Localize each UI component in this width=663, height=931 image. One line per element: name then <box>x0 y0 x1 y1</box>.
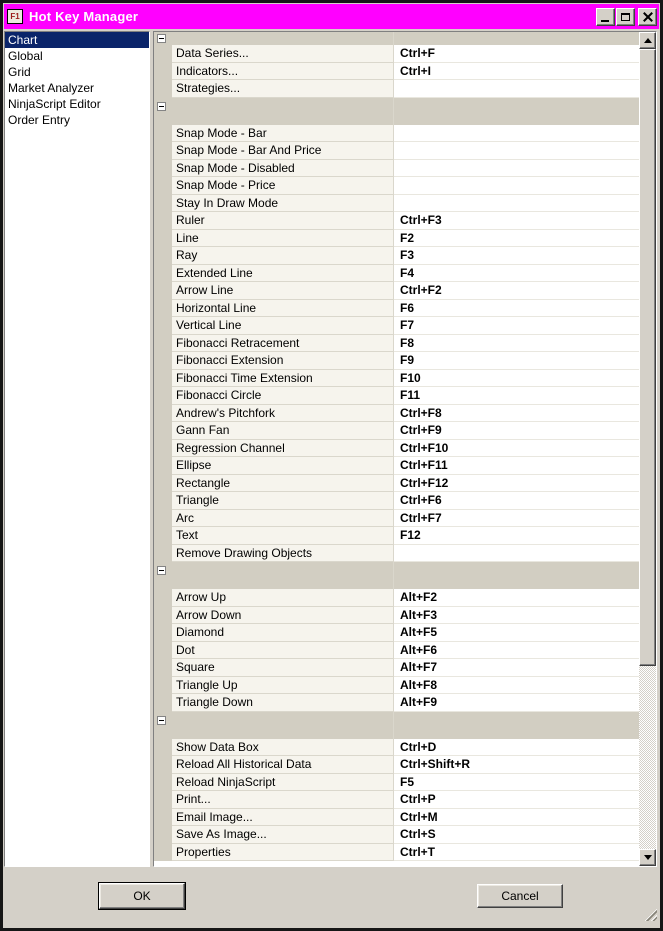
hotkey-value-cell[interactable] <box>394 739 639 757</box>
hotkey-value-cell[interactable] <box>394 607 639 625</box>
hotkey-value-cell[interactable] <box>394 510 639 528</box>
row-margin <box>154 160 172 178</box>
hotkey-row <box>154 387 639 405</box>
hotkey-value: F10 <box>400 370 421 385</box>
hotkey-label: Strategies... <box>176 81 241 96</box>
hotkey-value-cell[interactable] <box>394 352 639 370</box>
maximize-icon <box>621 13 630 21</box>
hotkey-value-cell[interactable] <box>394 844 639 862</box>
hotkey-value-cell[interactable] <box>394 475 639 493</box>
hotkey-value: Ctrl+F9 <box>400 423 442 438</box>
hotkey-value-cell[interactable] <box>394 826 639 844</box>
hotkey-row <box>154 247 639 265</box>
hotkey-row <box>154 45 639 63</box>
hotkey-label-cell[interactable] <box>172 844 394 862</box>
hotkey-label-cell[interactable] <box>172 791 394 809</box>
hotkey-row <box>154 844 639 862</box>
sidebar-item-label: Market Analyzer <box>8 81 95 95</box>
hotkey-value: Ctrl+F12 <box>400 475 449 490</box>
hotkey-label: Email Image... <box>176 809 253 824</box>
hotkey-label: Snap Mode - Price <box>176 178 276 193</box>
hotkey-value: F3 <box>400 248 415 263</box>
hotkey-label: Rectangle <box>176 475 231 490</box>
hotkey-value-cell[interactable] <box>394 335 639 353</box>
hotkey-value: Ctrl+F11 <box>400 458 448 473</box>
hotkey-label-cell[interactable] <box>172 300 394 318</box>
group-label-area <box>172 712 394 739</box>
row-margin <box>154 335 172 353</box>
row-margin <box>154 677 172 695</box>
hotkey-row <box>154 791 639 809</box>
row-margin <box>154 844 172 862</box>
collapse-minus-icon[interactable] <box>157 716 166 725</box>
hotkey-label-cell[interactable] <box>172 160 394 178</box>
row-margin <box>154 405 172 423</box>
row-margin <box>154 177 172 195</box>
hotkey-label: Andrew's Pitchfork <box>176 405 275 420</box>
app-f1-key-icon[interactable]: F1 <box>7 9 23 24</box>
hotkey-value: Ctrl+M <box>400 809 438 824</box>
sidebar-item-label: Order Entry <box>8 113 71 127</box>
hotkey-label-cell[interactable] <box>172 405 394 423</box>
hotkey-value-cell[interactable] <box>394 677 639 695</box>
hotkey-row <box>154 282 639 300</box>
hotkey-row <box>154 300 639 318</box>
hotkey-label-cell[interactable] <box>172 422 394 440</box>
hotkey-value-cell[interactable] <box>394 212 639 230</box>
sidebar-item-chart[interactable] <box>5 32 149 48</box>
hotkey-value-cell[interactable] <box>394 492 639 510</box>
category-listbox <box>4 31 150 867</box>
row-margin <box>154 63 172 81</box>
hotkey-grid <box>153 31 657 867</box>
hotkey-label-cell[interactable] <box>172 642 394 660</box>
group-value-area <box>394 712 639 739</box>
row-margin <box>154 642 172 660</box>
hotkey-row <box>154 63 639 81</box>
hotkey-label: Snap Mode - Bar And Price <box>176 143 322 158</box>
minimize-button[interactable] <box>596 8 615 26</box>
row-margin <box>154 694 172 712</box>
titlebar[interactable] <box>4 4 659 29</box>
group-margin <box>154 562 172 589</box>
hotkey-label-cell[interactable] <box>172 694 394 712</box>
hotkey-row <box>154 624 639 642</box>
hotkey-label-cell[interactable] <box>172 265 394 283</box>
row-margin <box>154 300 172 318</box>
hotkey-value-cell[interactable] <box>394 694 639 712</box>
hotkey-value: Ctrl+F3 <box>400 213 442 228</box>
hotkey-label-cell[interactable] <box>172 624 394 642</box>
row-margin <box>154 80 172 98</box>
row-margin <box>154 826 172 844</box>
hotkey-row <box>154 195 639 213</box>
hotkey-row <box>154 739 639 757</box>
hotkey-value: Ctrl+I <box>400 63 432 78</box>
hotkey-value-cell[interactable] <box>394 247 639 265</box>
hotkey-row <box>154 177 639 195</box>
hotkey-label-cell[interactable] <box>172 387 394 405</box>
hotkey-label-cell[interactable] <box>172 282 394 300</box>
row-margin <box>154 457 172 475</box>
row-margin <box>154 422 172 440</box>
hotkey-label-cell[interactable] <box>172 774 394 792</box>
hotkey-label: Line <box>176 230 199 245</box>
row-margin <box>154 282 172 300</box>
hotkey-value: Ctrl+F10 <box>400 440 449 455</box>
sidebar-item-label: Global <box>8 49 43 63</box>
row-margin <box>154 527 172 545</box>
hotkey-label-cell[interactable] <box>172 80 394 98</box>
hotkey-value: Alt+F7 <box>400 660 438 675</box>
hotkey-value: Alt+F5 <box>400 625 438 640</box>
window-controls <box>595 8 657 26</box>
row-margin <box>154 440 172 458</box>
arrow-up-icon <box>644 38 652 43</box>
hotkey-label-cell[interactable] <box>172 63 394 81</box>
scroll-down-button[interactable] <box>639 849 656 866</box>
group-label-area <box>172 32 394 45</box>
hotkey-label-cell[interactable] <box>172 247 394 265</box>
group-label-area <box>172 98 394 125</box>
hotkey-value-cell[interactable] <box>394 160 639 178</box>
hotkey-label: Show Data Box <box>176 739 259 754</box>
hotkey-label: Ray <box>176 248 198 263</box>
hotkey-label: Print... <box>176 792 211 807</box>
hotkey-value: Ctrl+D <box>400 739 437 754</box>
hotkey-value: Alt+F6 <box>400 642 438 657</box>
hotkey-label-cell[interactable] <box>172 352 394 370</box>
hotkey-label: Arrow Down <box>176 607 242 622</box>
hotkey-value-cell[interactable] <box>394 142 639 160</box>
hotkey-value: Ctrl+F2 <box>400 283 442 298</box>
hotkey-value-cell[interactable] <box>394 63 639 81</box>
hotkey-row <box>154 774 639 792</box>
hotkey-label-cell[interactable] <box>172 826 394 844</box>
row-margin <box>154 370 172 388</box>
hotkey-value-cell[interactable] <box>394 527 639 545</box>
hotkey-label: Arrow Up <box>176 590 227 605</box>
hotkey-value-cell[interactable] <box>394 370 639 388</box>
sidebar-item-market-analyzer[interactable] <box>5 80 149 96</box>
group-label-area <box>172 562 394 589</box>
hotkey-label: Diamond <box>176 625 225 640</box>
maximize-button[interactable] <box>616 8 635 26</box>
hotkey-value-cell[interactable] <box>394 809 639 827</box>
hotkey-value: F7 <box>400 318 415 333</box>
hotkey-label: Ruler <box>176 213 205 228</box>
row-margin <box>154 739 172 757</box>
hotkey-value-cell[interactable] <box>394 405 639 423</box>
row-margin <box>154 125 172 143</box>
row-margin <box>154 475 172 493</box>
hotkey-label: Reload NinjaScript <box>176 774 276 789</box>
hotkey-grid-rows <box>154 32 639 866</box>
hotkey-label-cell[interactable] <box>172 510 394 528</box>
hotkey-value: F6 <box>400 300 415 315</box>
row-margin <box>154 492 172 510</box>
sidebar-item-label: NinjaScript Editor <box>8 97 101 111</box>
hotkey-label-cell[interactable] <box>172 475 394 493</box>
sidebar-item-label: Grid <box>8 65 31 79</box>
hotkey-label: Regression Channel <box>176 440 285 455</box>
hotkey-value-cell[interactable] <box>394 195 639 213</box>
group-value-area <box>394 98 639 125</box>
hotkey-label-cell[interactable] <box>172 809 394 827</box>
hotkey-value-cell[interactable] <box>394 317 639 335</box>
hotkey-row <box>154 457 639 475</box>
hotkey-label: Fibonacci Retracement <box>176 335 300 350</box>
hotkey-label: Vertical Line <box>176 318 242 333</box>
sidebar-item-ninjascript-editor[interactable] <box>5 96 149 112</box>
row-margin <box>154 809 172 827</box>
hotkey-value: Alt+F3 <box>400 607 438 622</box>
group-margin <box>154 98 172 125</box>
hotkey-row <box>154 659 639 677</box>
hotkey-label-cell[interactable] <box>172 756 394 774</box>
hotkey-value: Ctrl+Shift+R <box>400 757 471 772</box>
row-margin <box>154 756 172 774</box>
hotkey-label-cell[interactable] <box>172 335 394 353</box>
hotkey-label-cell[interactable] <box>172 457 394 475</box>
hotkey-row <box>154 230 639 248</box>
hotkey-label: Triangle Down <box>176 695 253 710</box>
hotkey-value-cell[interactable] <box>394 457 639 475</box>
hotkey-label: Extended Line <box>176 265 253 280</box>
row-margin <box>154 142 172 160</box>
hotkey-value-cell[interactable] <box>394 589 639 607</box>
row-margin <box>154 774 172 792</box>
row-margin <box>154 265 172 283</box>
hotkey-row <box>154 826 639 844</box>
hotkey-label: Data Series... <box>176 46 249 61</box>
hotkey-label: Text <box>176 528 199 543</box>
hotkey-value-cell[interactable] <box>394 422 639 440</box>
group-margin <box>154 712 172 739</box>
group-header-row <box>154 562 639 589</box>
hotkey-label-cell[interactable] <box>172 739 394 757</box>
hotkey-value-cell[interactable] <box>394 659 639 677</box>
row-margin <box>154 247 172 265</box>
hotkey-row <box>154 492 639 510</box>
sidebar-item-label: Chart <box>8 33 38 47</box>
hotkey-row <box>154 440 639 458</box>
window-title: Hot Key Manager <box>29 9 139 24</box>
sidebar-item-global[interactable] <box>5 48 149 64</box>
hotkey-label-cell[interactable] <box>172 125 394 143</box>
hotkey-row <box>154 510 639 528</box>
group-header-row <box>154 98 639 125</box>
scrollbar-thumb[interactable] <box>639 49 656 666</box>
hotkey-label: Arrow Line <box>176 283 234 298</box>
hotkey-label-cell[interactable] <box>172 527 394 545</box>
group-value-area <box>394 32 639 45</box>
close-icon <box>643 12 653 22</box>
hotkey-row <box>154 142 639 160</box>
hotkey-row <box>154 212 639 230</box>
hotkey-row <box>154 642 639 660</box>
hotkey-label-cell[interactable] <box>172 177 394 195</box>
hotkey-value: Ctrl+S <box>400 827 436 842</box>
hotkey-label-cell[interactable] <box>172 370 394 388</box>
row-margin <box>154 659 172 677</box>
row-margin <box>154 510 172 528</box>
hotkey-row <box>154 317 639 335</box>
hotkey-row <box>154 589 639 607</box>
row-margin <box>154 230 172 248</box>
hotkey-label: Fibonacci Extension <box>176 353 284 368</box>
scroll-up-button[interactable] <box>639 32 656 49</box>
hotkey-label: Reload All Historical Data <box>176 757 312 772</box>
hotkey-label: Save As Image... <box>176 827 267 842</box>
hotkey-value-cell[interactable] <box>394 545 639 563</box>
hotkey-label-cell[interactable] <box>172 440 394 458</box>
sidebar-item-order-entry[interactable] <box>5 112 149 128</box>
group-header-row <box>154 712 639 739</box>
hotkey-value-cell[interactable] <box>394 125 639 143</box>
hotkey-value-cell[interactable] <box>394 624 639 642</box>
hotkey-label: Arc <box>176 510 194 525</box>
hotkey-label: Stay In Draw Mode <box>176 195 279 210</box>
row-margin <box>154 545 172 563</box>
hotkey-label: Fibonacci Circle <box>176 388 262 403</box>
hotkey-value: Ctrl+F7 <box>400 510 442 525</box>
collapse-minus-icon[interactable] <box>157 102 166 111</box>
hotkey-value: Alt+F2 <box>400 590 438 605</box>
row-margin <box>154 45 172 63</box>
hotkey-value-cell[interactable] <box>394 387 639 405</box>
hotkey-label: Horizontal Line <box>176 300 257 315</box>
hotkey-value-cell[interactable] <box>394 756 639 774</box>
row-margin <box>154 589 172 607</box>
hotkey-label: Indicators... <box>176 63 239 78</box>
hotkey-label: Ellipse <box>176 458 212 473</box>
hotkey-value: F4 <box>400 265 415 280</box>
hotkey-row <box>154 80 639 98</box>
sidebar-item-grid[interactable] <box>5 64 149 80</box>
minimize-icon <box>601 20 609 22</box>
hotkey-value-cell[interactable] <box>394 791 639 809</box>
group-value-area <box>394 562 639 589</box>
hotkey-label-cell[interactable] <box>172 195 394 213</box>
hotkey-row <box>154 475 639 493</box>
hotkey-value: F5 <box>400 774 415 789</box>
hotkey-label-cell[interactable] <box>172 677 394 695</box>
hotkey-value-cell[interactable] <box>394 230 639 248</box>
hotkey-row <box>154 352 639 370</box>
hotkey-value: F2 <box>400 230 415 245</box>
hotkey-label-cell[interactable] <box>172 230 394 248</box>
row-margin <box>154 791 172 809</box>
hotkey-row <box>154 405 639 423</box>
collapse-minus-icon[interactable] <box>157 34 166 43</box>
hotkey-value-cell[interactable] <box>394 265 639 283</box>
hotkey-value: Ctrl+T <box>400 844 436 859</box>
vertical-scrollbar[interactable] <box>639 32 656 866</box>
hotkey-label: Square <box>176 660 215 675</box>
hotkey-value: Ctrl+F <box>400 46 436 61</box>
hotkey-row <box>154 160 639 178</box>
hotkey-row <box>154 809 639 827</box>
hotkey-row <box>154 422 639 440</box>
hotkey-label: Properties <box>176 844 231 859</box>
ok-button[interactable]: OK <box>99 883 185 909</box>
hotkey-row <box>154 370 639 388</box>
hotkey-value: Ctrl+F8 <box>400 405 442 420</box>
row-margin <box>154 607 172 625</box>
hotkey-label: Remove Drawing Objects <box>176 545 313 560</box>
cancel-button[interactable]: Cancel <box>477 884 563 908</box>
group-margin <box>154 32 172 45</box>
resize-grip[interactable] <box>643 907 657 921</box>
collapse-minus-icon[interactable] <box>157 566 166 575</box>
group-header-row <box>154 32 639 45</box>
hotkey-label-cell[interactable] <box>172 317 394 335</box>
hotkey-value: Alt+F9 <box>400 695 438 710</box>
hotkey-label-cell[interactable] <box>172 589 394 607</box>
hotkey-label: Dot <box>176 642 195 657</box>
hotkey-value: F9 <box>400 353 415 368</box>
hotkey-value: Ctrl+F6 <box>400 493 442 508</box>
row-margin <box>154 624 172 642</box>
row-margin <box>154 352 172 370</box>
hotkey-value-cell[interactable] <box>394 642 639 660</box>
hotkey-value-cell[interactable] <box>394 282 639 300</box>
hotkey-label-cell[interactable] <box>172 492 394 510</box>
hotkey-value: F11 <box>400 388 421 403</box>
hotkey-row <box>154 607 639 625</box>
hotkey-row <box>154 125 639 143</box>
hotkey-label: Triangle <box>176 493 219 508</box>
hotkey-row <box>154 756 639 774</box>
hotkey-row <box>154 265 639 283</box>
hotkey-label-cell[interactable] <box>172 659 394 677</box>
hotkey-value: Alt+F8 <box>400 677 438 692</box>
hotkey-value: F12 <box>400 528 421 543</box>
close-button[interactable] <box>638 8 657 26</box>
row-margin <box>154 317 172 335</box>
hotkey-value-cell[interactable] <box>394 45 639 63</box>
hotkey-row <box>154 694 639 712</box>
hotkey-row <box>154 335 639 353</box>
hotkey-value-cell[interactable] <box>394 177 639 195</box>
hotkey-label: Triangle Up <box>176 677 238 692</box>
hotkey-label-cell[interactable] <box>172 45 394 63</box>
hotkey-value-cell[interactable] <box>394 300 639 318</box>
hotkey-row <box>154 545 639 563</box>
hotkey-label-cell[interactable] <box>172 545 394 563</box>
row-margin <box>154 195 172 213</box>
row-margin <box>154 387 172 405</box>
hotkey-value: F8 <box>400 335 415 350</box>
hotkey-label-cell[interactable] <box>172 212 394 230</box>
hotkey-label-cell[interactable] <box>172 142 394 160</box>
arrow-down-icon <box>644 855 652 860</box>
hotkey-row <box>154 677 639 695</box>
hotkey-row <box>154 527 639 545</box>
hotkey-value-cell[interactable] <box>394 774 639 792</box>
row-margin <box>154 212 172 230</box>
hotkey-value-cell[interactable] <box>394 440 639 458</box>
hotkey-label-cell[interactable] <box>172 607 394 625</box>
hotkey-value-cell[interactable] <box>394 80 639 98</box>
hotkey-label: Gann Fan <box>176 423 230 438</box>
hotkey-label: Fibonacci Time Extension <box>176 370 313 385</box>
hotkey-label: Snap Mode - Disabled <box>176 160 295 175</box>
hotkey-label: Snap Mode - Bar <box>176 125 267 140</box>
hotkey-value: Ctrl+P <box>400 792 436 807</box>
